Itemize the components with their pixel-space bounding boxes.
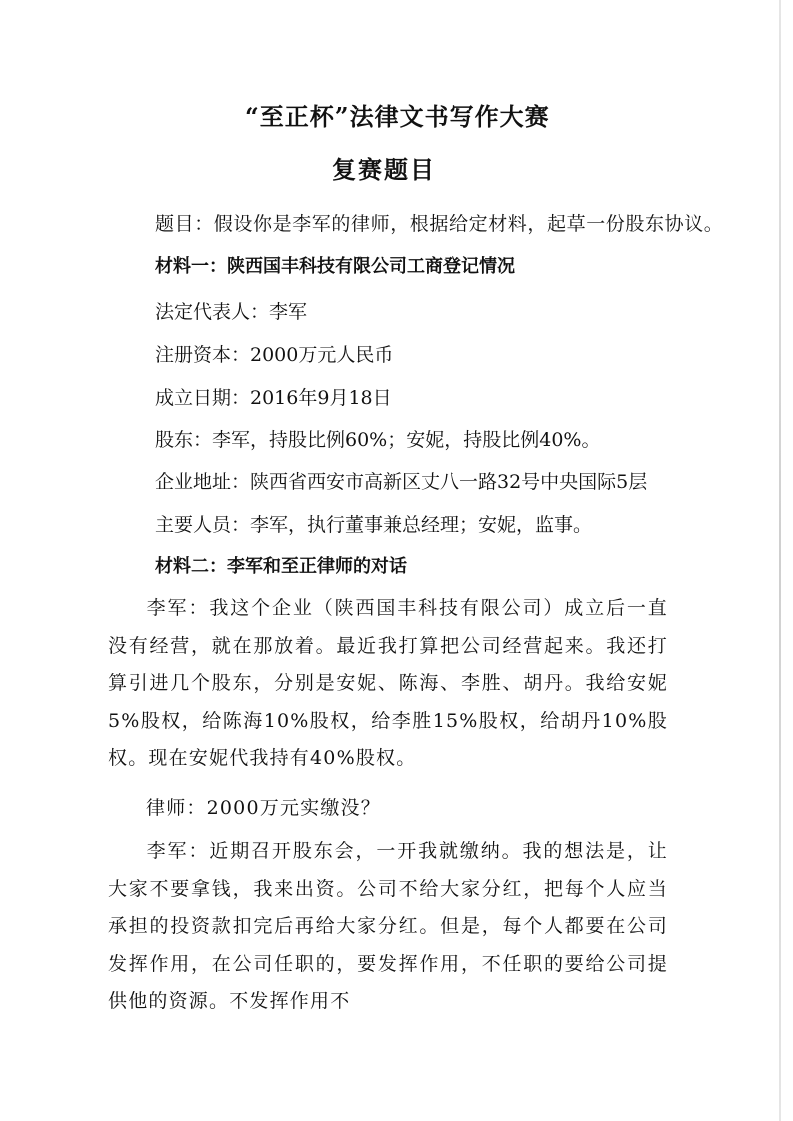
material1-item-1: 注册资本：2000万元人民币 [155, 344, 394, 366]
scan-edge [779, 0, 781, 1121]
document-subtitle: 复赛题目 [332, 155, 436, 184]
material1-heading: 材料一：陕西国丰科技有限公司工商登记情况 [155, 256, 515, 277]
dialogue-text: 李军：我这个企业（陕西国丰科技有限公司）成立后一直没有经营，就在那放着。最近我打算把公司经营起来。我还打算引进几个股东，分别是安妮、陈海、李胜、胡丹。我给安妮5%股权，给陈海10%股权，给李胜15%股权，给胡丹10%股权。现在安妮代我持有40%股权。 [108, 597, 668, 769]
material2-heading: 材料二：李军和至正律师的对话 [155, 556, 407, 577]
dialogue-text: 律师：2000万元实缴没？ [146, 797, 381, 819]
document-title: “至正杯”法律文书写作大赛 [245, 102, 550, 131]
dialogue-text: 李军：近期召开股东会，一开我就缴纳。我的想法是，让大家不要拿钱，我来出资。公司不给大家分红，把每个人应当承担的投资款扣完后再给大家分红。但是，每个人都要在公司发挥作用，在公司任职的，要发挥作用，不任职的要给公司提供他的资源。不发挥作用不 [108, 840, 668, 1012]
material1-item-3: 股东：李军，持股比例60%；安妮，持股比例40%。 [155, 429, 601, 451]
material1-item-4: 企业地址：陕西省西安市高新区丈八一路32号中央国际5层 [155, 471, 648, 493]
prompt-text: 题目：假设你是李军的律师，根据给定材料，起草一份股东协议。 [155, 213, 724, 235]
dialogue-paragraph [108, 590, 668, 778]
dialogue-paragraph [108, 833, 668, 1021]
dialogue-paragraph [108, 790, 668, 828]
material1-item-2: 成立日期：2016年9月18日 [155, 387, 392, 409]
material1-item-5: 主要人员：李军，执行董事兼总经理；安妮，监事。 [155, 514, 593, 536]
material1-item-0: 法定代表人：李军 [155, 301, 308, 323]
